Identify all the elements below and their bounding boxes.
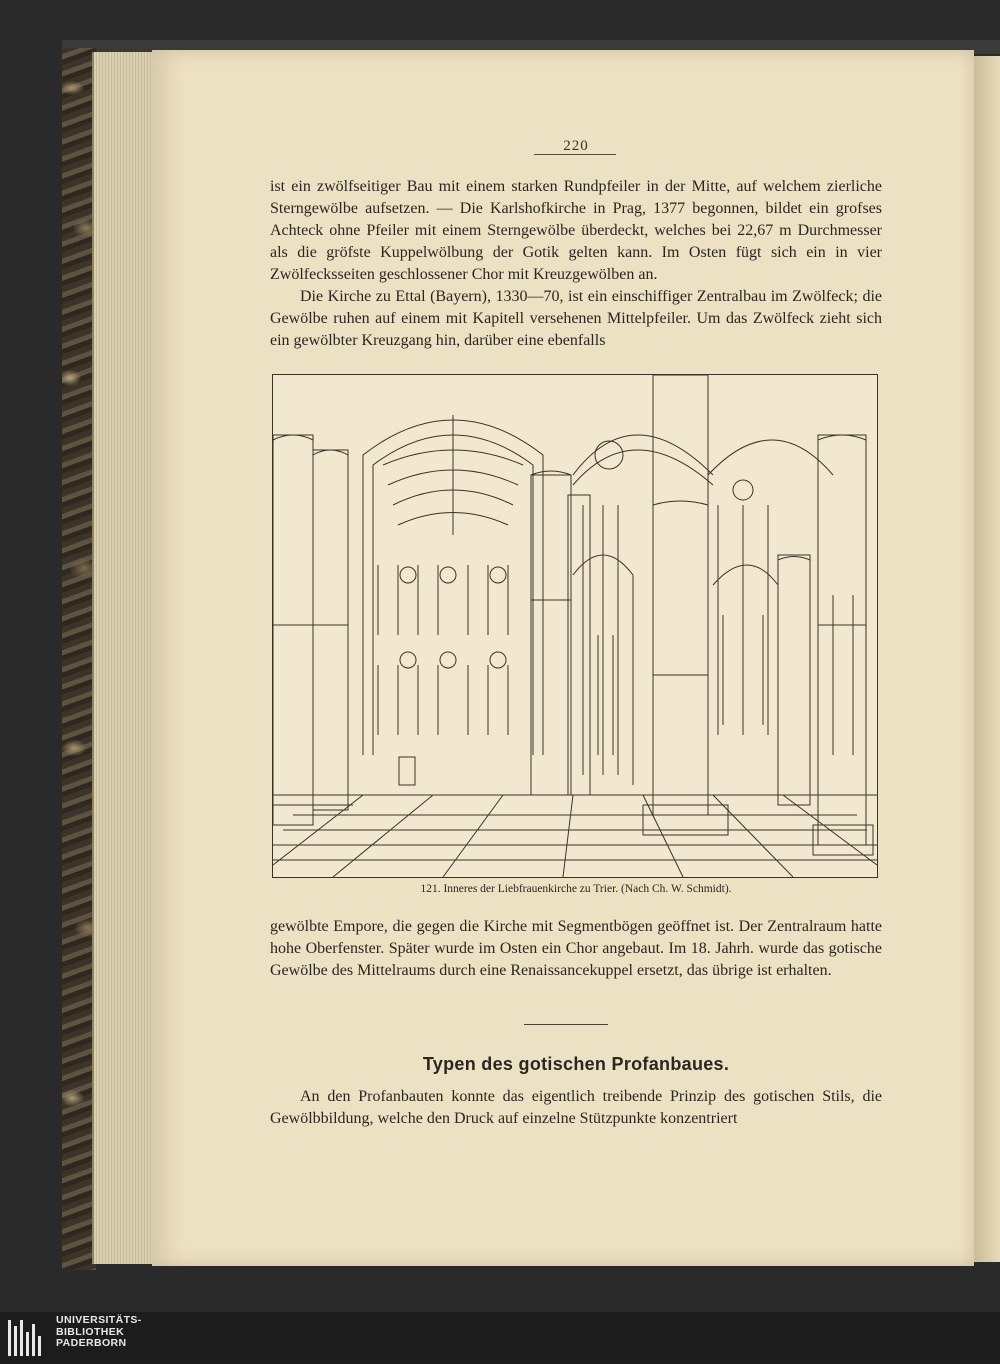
logo-line-2: BIBLIOTHEK	[56, 1325, 125, 1338]
section-heading: Typen des gotischen Profanbaues.	[422, 1054, 730, 1074]
figure-caption: 121. Inneres der Liebfrauenkirche zu Trier. (Nach Ch. W. Schmidt).	[420, 883, 732, 895]
top-text	[270, 176, 882, 352]
after-figure-text	[270, 916, 882, 982]
paragraph-2: Die Kirche zu Ettal (Bayern), 1330—70, ist ein einschiffiger Zentralbau im Zwölfeck; die Gewölbe ruhen auf einem mit Kapitell versehenen Mittelpfeiler. Um das Zwölfeck zieht sich ein gewölbter Kreuzgang hin, darüber eine ebenfalls	[270, 288, 882, 349]
footer-bar	[0, 1312, 1000, 1364]
logo-line-3: PADERBORN	[56, 1337, 127, 1349]
paragraph-3: gewölbte Empore, die gegen die Kirche mit Segmentbögen geöffnet ist. Der Zentralraum hatte hohe Oberfenster. Später wurde im Osten ein Chor angebaut. Im 18. Jahrh. wurde das gotische Gewölbe des Mittelraums durch eine Renaissancekuppel ersetzt, das übrige ist erhalten.	[270, 918, 882, 979]
page-number-rule	[534, 154, 616, 155]
figure-cathedral-interior	[272, 374, 878, 878]
page-number: 220	[563, 138, 589, 154]
paragraph-4: An den Profanbauten konnte das eigentlich treibende Prinzip des gotischen Stils, die Gewölbbildung, welche den Druck auf einzelne Stützpunkte konzentriert	[270, 1088, 882, 1127]
page-stack-edge	[92, 52, 156, 1264]
logo-line-1: UNIVERSITÄTS-	[56, 1314, 142, 1326]
marbled-cover-edge	[62, 48, 96, 1270]
cathedral-engraving	[273, 375, 877, 877]
facing-page-edge	[974, 56, 1000, 1262]
library-logo-text	[56, 1315, 142, 1350]
section-text	[270, 1086, 882, 1130]
library-logo-icon	[6, 1316, 46, 1360]
section-divider	[524, 1024, 608, 1025]
book-page	[152, 50, 974, 1266]
paragraph-1: ist ein zwölfseitiger Bau mit einem starken Rundpfeiler in der Mitte, auf welchem zierliche Sterngewölbe aufsetzen. — Die Karlshofkirche in Prag, 1377 begonnen, bildet ein grofses Achteck ohne Pfeiler mit einem Sterngewölbe überdeckt, welches bei 22,67 m Durchmesser als die gröfste Kuppelwölbung der Gotik gelten kann. Im Osten fügt sich ein in vier Zwölfecksseiten geschlossener Chor mit Kreuzgewölben an.	[270, 178, 882, 283]
